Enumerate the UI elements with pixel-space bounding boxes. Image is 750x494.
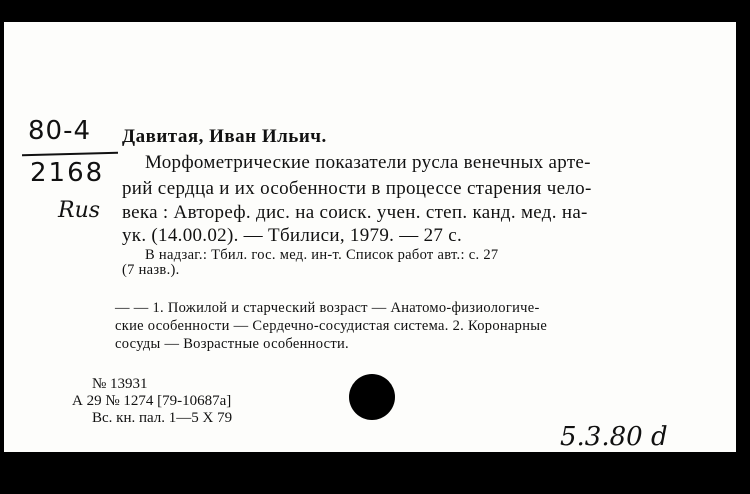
title-line-3: века : Автореф. дис. на соиск. учен. степ. канд. мед. на- [122, 202, 588, 223]
handwritten-shelfmark-bottom: 2168 [30, 158, 105, 188]
author-heading: Давитая, Иван Ильич. [122, 126, 327, 147]
subject-line-2: ские особенности — Сердечно-сосудистая система. 2. Коронарные [115, 318, 548, 334]
punch-hole [349, 374, 395, 420]
note-line-1: В надзаг.: Тбил. гос. мед. ин-т. Список работ авт.: с. 27 [145, 247, 499, 263]
subject-line-3: сосуды — Возрастные особенности. [115, 336, 349, 352]
handwritten-shelfmark-top: 80-4 [28, 116, 92, 146]
record-number: № 13931 [92, 376, 148, 392]
subject-line-1: — — 1. Пожилой и старческий возраст — Анатомо-физиологиче- [115, 300, 540, 316]
chamber-note: Вс. кн. пал. 1—5 Х 79 [92, 410, 233, 426]
registry-number: А 29 № 1274 [79-10687а] [72, 393, 232, 409]
title-line-4: ук. (14.00.02). — Тбилиси, 1979. — 27 с. [122, 225, 463, 246]
title-line-2: рий сердца и их особенности в процессе старения чело- [122, 178, 592, 199]
note-line-2: (7 назв.). [122, 262, 180, 278]
handwritten-date: 5.3.80 d [560, 422, 668, 452]
handwritten-mark: Rus [58, 198, 101, 223]
title-line-1: Морфометрические показатели русла венечных арте- [145, 152, 591, 173]
